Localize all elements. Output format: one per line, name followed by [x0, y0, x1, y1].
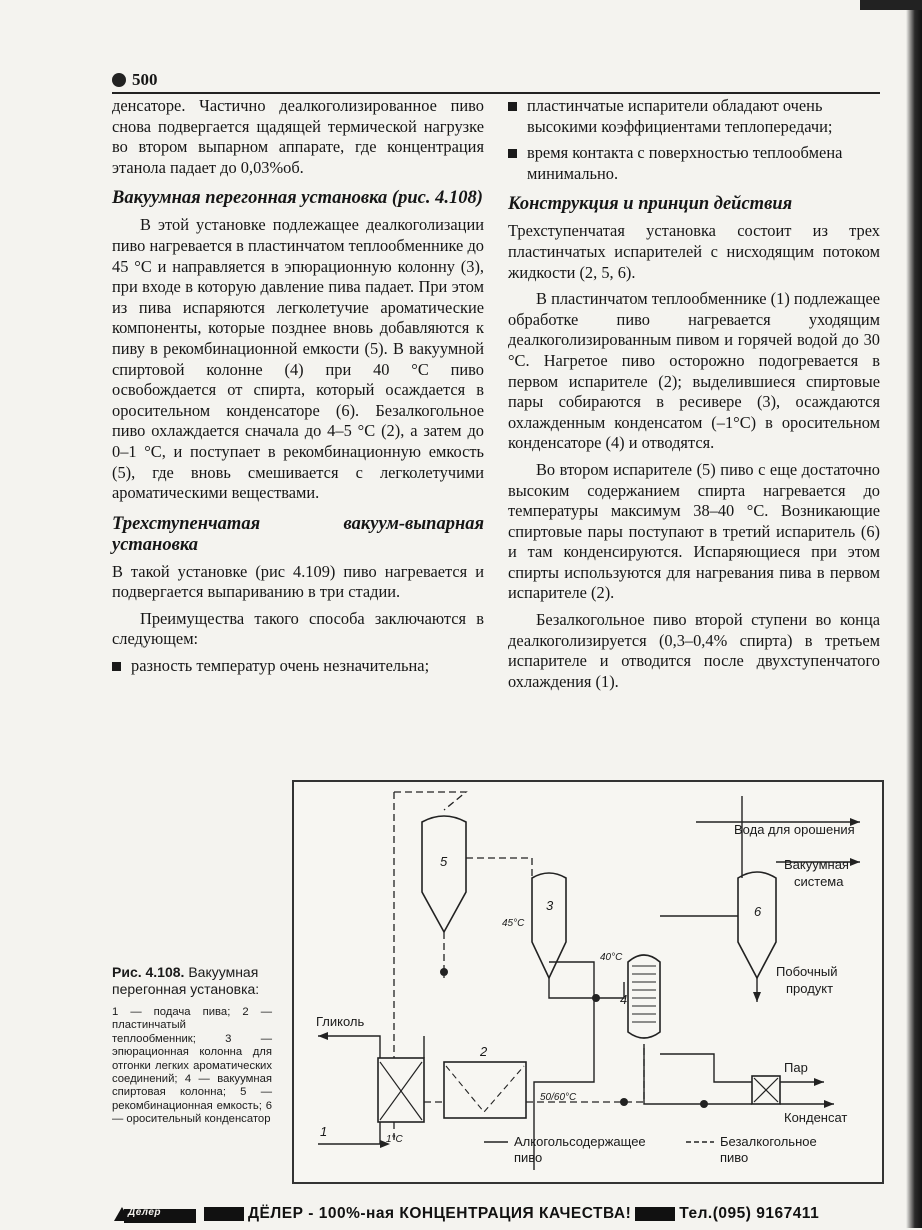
- bullet-item: [508, 96, 880, 137]
- number-1: 1: [320, 1124, 328, 1139]
- logo-text: Дёлер: [128, 1207, 162, 1218]
- section-heading: Конструкция и принцип действия: [508, 194, 793, 215]
- bullet-text: пластинчатые испарители обладают очень высокими коэффициентами теплопередачи;: [527, 96, 833, 136]
- bullet-item: [508, 143, 880, 184]
- header-rule: [112, 92, 880, 94]
- paragraph: денсаторе. Частично деалкоголизированное пиво снова подвергается щадящей термической нагрузке во втором выпарном аппарате, где концентрация этанола падает до 0,03%об.: [112, 96, 484, 177]
- bullet-text: время контакта с поверхностью теплообмена минимально.: [527, 143, 843, 183]
- paragraph: В пластинчатом теплообменнике (1) подлежащее обработке пиво нагревается уходящим деалкоголизированным пивом и горячей водой до 30 °С. Нагретое пиво осторожно подогревается в первом испарителе (2); выделившиеся спиртовые пары собираются в ресивере (3), осаждаются охлажденным конденсатом (–1°С) в оросительном конденсаторе (4) и отводятся.: [508, 289, 880, 453]
- exchanger-crosses: [380, 1062, 778, 1120]
- number-6: 6: [754, 904, 762, 919]
- pump-dots: [440, 968, 708, 1108]
- number-4: 4: [620, 992, 628, 1007]
- temp-50-60: 50/60°C: [540, 1092, 577, 1103]
- figure-caption: [112, 964, 272, 1127]
- section-heading: Вакуумная перегонная установка (рис. 4.108): [112, 188, 483, 209]
- solid-flow-lines: [318, 796, 860, 1170]
- caption-fig-title: Вакуумная перегонная установка:: [112, 964, 260, 997]
- footer-phone: Тел.(095) 9167411: [679, 1205, 820, 1222]
- label-glycol: Гликоль: [316, 1014, 365, 1029]
- label-water: Вода для орошения: [734, 822, 855, 837]
- bullet-square-icon: [508, 149, 517, 158]
- caption-title: [112, 964, 272, 998]
- label-byproduct-1: Побочный: [776, 964, 838, 979]
- doehler-logo: [110, 1203, 200, 1225]
- footer-slogan: ДЁЛЕР - 100%-ная КОНЦЕНТРАЦИЯ КАЧЕСТВА!: [248, 1205, 632, 1222]
- legend-alcohol-1: Алкогольсодержащее: [514, 1134, 646, 1149]
- number-2: 2: [480, 1044, 488, 1059]
- page-top-edge: [860, 0, 922, 10]
- left-column: [112, 96, 484, 683]
- label-vacuum-2: система: [794, 874, 844, 889]
- section-heading: Трехступенчатая вакуум-выпарная установка: [112, 513, 484, 555]
- page-edge-shadow: [906, 0, 922, 1228]
- temp-45: 45°C: [502, 918, 525, 929]
- label-steam: Пар: [784, 1060, 808, 1075]
- bullet-item: [112, 656, 484, 677]
- alcohol-column-4: [628, 955, 660, 1038]
- label-vacuum-1: Вакуумная: [784, 857, 849, 872]
- legend-alcohol-2: пиво: [514, 1150, 543, 1165]
- bullet-text: разность температур очень незначительна;: [131, 656, 430, 676]
- legend-nonalc-2: пиво: [720, 1150, 749, 1165]
- exchanger-2-flow: [446, 1066, 524, 1112]
- paragraph: Безалкогольное пиво второй ступени во конца деалкоголизируется (0,3–0,4% спирта) в третьем испарителе и отводится после двухступенчатого охлаждения (1).: [508, 610, 880, 691]
- temp-1: 1°C: [386, 1134, 403, 1145]
- page-number: 500: [132, 70, 158, 89]
- bullet-square-icon: [112, 662, 121, 671]
- process-diagram: [292, 780, 884, 1184]
- legend-nonalc-1: Безалкогольное: [720, 1134, 817, 1149]
- dashed-flow-lines: [394, 792, 644, 1144]
- label-byproduct-2: продукт: [786, 981, 834, 996]
- paragraph: В этой установке подлежащее деалкоголизации пиво нагревается в пластинчатом теплообменнике до 45 °С и направляется в эпюрационную колонну (3), при входе в которую давление пива падает. При этом из пива испаряются легколетучие ароматические компоненты, которые позднее вновь добавляются к пиву в рекомбинационной емкости (5). В вакуумной спиртовой колонне (4) при 40 °С пиво освобождается от спирта, который осаждается в оросительном конденсаторе (6). Безалкогольное пиво охлаждается сначала до 4–5 °С (2), а затем до 0–1 °С, и поступает в рекомбинационную емкость (5), где вновь смешивается с легколетучими ароматическими веществами.: [112, 215, 484, 503]
- number-3: 3: [546, 898, 554, 913]
- label-condensate: Конденсат: [784, 1110, 848, 1125]
- paragraph: Трехступенчатая установка состоит из трех пластинчатых испарителей с нисходящим потоком жидкости (2, 5, 6).: [508, 221, 880, 282]
- temp-40: 40°C: [600, 952, 623, 963]
- column-4-trays: [632, 966, 656, 1022]
- caption-legend: 1 — подача пива; 2 — пластинчатый теплообменник; 3 — эпюрационная колонна для отгонки легких ароматических соединений; 4 — вакуумная спиртовая колонна; 5 — рекомбинационная емкость; 6 — оросительный конденсатор: [112, 1006, 272, 1126]
- right-column: [508, 96, 880, 698]
- recombination-vessel-5: [422, 816, 466, 932]
- page-marker-icon: [112, 73, 126, 87]
- flow-arrows: [318, 818, 860, 1148]
- footer-block-icon: [204, 1207, 244, 1221]
- paragraph: Во втором испарителе (5) пиво с еще достаточно высоким содержанием спирта нагревается до температуры максимум 38–40 °С. Возникающие спиртовые пары поступают в третий испаритель (6) и там конденсируются. Испаряющиеся при этом спирты используются для нагревания пива в первом испарителе (2).: [508, 459, 880, 603]
- caption-fig-number: Рис. 4.108.: [112, 964, 185, 980]
- bullet-square-icon: [508, 102, 517, 111]
- page-header: [112, 70, 158, 90]
- number-5: 5: [440, 854, 448, 869]
- footer-block-icon: [635, 1207, 675, 1221]
- spray-condenser-6: [738, 872, 776, 978]
- paragraph: Преимущества такого способа заключаются в следующем:: [112, 608, 484, 649]
- page-footer: [110, 1200, 890, 1228]
- paragraph: В такой установке (рис 4.109) пиво нагревается и подвергается выпариванию в три стадии.: [112, 561, 484, 602]
- heat-exchanger-2: [444, 1062, 526, 1118]
